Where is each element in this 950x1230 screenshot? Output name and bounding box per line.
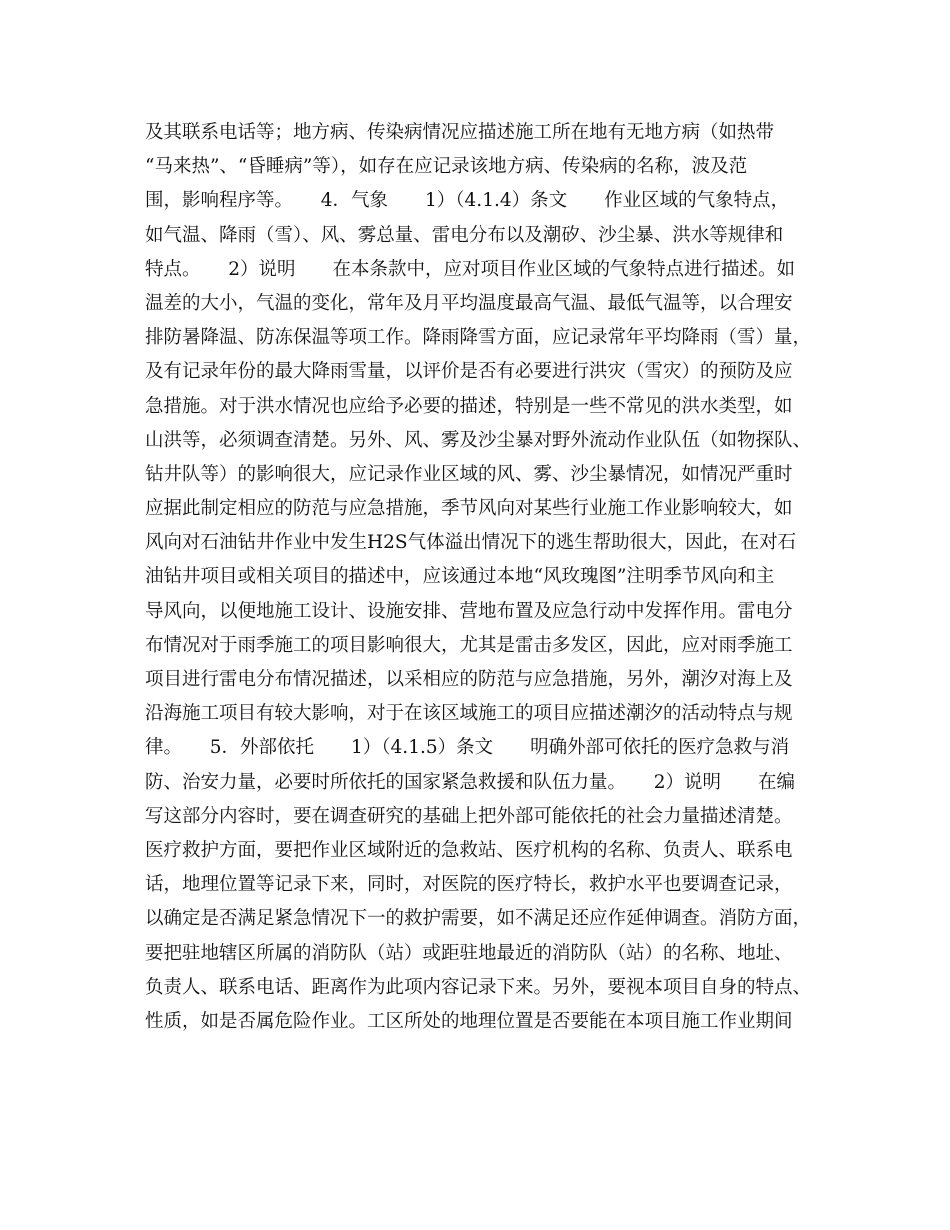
text-line-12: 应据此制定相应的防范与应急措施，季节风向对某些行业施工作业影响较大，如 [145, 498, 793, 520]
text-line-5: 特点。 2）说明 在本条款中，应对项目作业区域的气象特点进行描述。如 [145, 258, 796, 280]
text-line-8: 及有记录年份的最大降雨雪量，以评价是否有必要进行洪灾（雪灾）的预防及应 [145, 361, 793, 383]
text-line-23: 话，地理位置等记录下来，同时，对医院的医疗特长，救护水平也要调查记录， [145, 874, 793, 896]
text-line-3: 围，影响程序等。 4．气象 1）（4.1.4）条文 作业区域的气象特点， [145, 190, 790, 212]
text-line-9: 急措施。对于洪水情况也应给予必要的描述，特别是一些不常见的洪水类型，如 [145, 395, 793, 417]
text-line-21: 写这部分内容时，要在调查研究的基础上把外部可能依托的社会力量描述清楚。 [145, 805, 793, 827]
text-line-2: “马来热”、“昏睡病”等），如存在应记录该地方病、传染病的名称，波及范 [145, 156, 748, 178]
text-line-7: 排防暑降温、防冻保温等项工作。降雨降雪方面，应记录常年平均降雨（雪）量， [145, 327, 812, 349]
text-line-19: 律。 5．外部依托 1）（4.1.5）条文 明确外部可依托的医疗急救与消 [145, 737, 790, 759]
text-line-25: 要把驻地辖区所属的消防队（站）或距驻地最近的消防队（站）的名称、地址、 [145, 942, 793, 964]
text-line-26: 负责人、联系电话、距离作为此项内容记录下来。另外，要视本项目自身的特点、 [145, 976, 812, 998]
text-line-10: 山洪等，必须调查清楚。另外、风、雾及沙尘暴对野外流动作业队伍（如物探队、 [145, 429, 812, 451]
text-line-24: 以确定是否满足紧急情况下一的救护需要，如不满足还应作延伸调查。消防方面， [145, 908, 812, 930]
text-line-18: 沿海施工项目有较大影响，对于在该区域施工的项目应描述潮汐的活动特点与规 [145, 703, 793, 725]
text-line-4: 如气温、降雨（雪）、风、雾总量、雷电分布以及潮矽、沙尘暴、洪水等规律和 [145, 224, 784, 246]
text-line-13: 风向对石油钻井作业中发生H2S气体溢出情况下的逃生帮助很大，因此，在对石 [145, 532, 797, 554]
text-line-15: 导风向，以便地施工设计、设施安排、营地布置及应急行动中发挥作用。雷电分 [145, 600, 793, 622]
text-line-20: 防、治安力量，必要时所依托的国家紧急救援和队伍力量。 2）说明 在编 [145, 771, 796, 793]
body-text [145, 116, 815, 1039]
text-line-11: 钻井队等）的影响很大，应记录作业区域的风、雾、沙尘暴情况，如情况严重时 [145, 463, 793, 485]
text-line-14: 油钻井项目或相关项目的描述中，应该通过本地“风玫瑰图”注明季节风向和主 [145, 566, 775, 588]
text-line-22: 医疗救护方面，要把作业区域附近的急救站、医疗机构的名称、负责人、联系电 [145, 839, 793, 861]
text-line-17: 项目进行雷电分布情况描述，以采相应的防范与应急措施，另外，潮汐对海上及 [145, 669, 793, 690]
text-line-6: 温差的大小，气温的变化，常年及月平均温度最高气温、最低气温等，以合理安 [145, 292, 793, 314]
text-line-27: 性质，如是否属危险作业。工区所处的地理位置是否要能在本项目施工作业期间 [145, 1010, 793, 1032]
text-line-1: 及其联系电话等；地方病、传染病情况应描述施工所在地有无地方病（如热带 [145, 122, 775, 143]
text-line-16: 布情况对于雨季施工的项目影响很大，尤其是雷击多发区，因此，应对雨季施工 [145, 634, 793, 656]
